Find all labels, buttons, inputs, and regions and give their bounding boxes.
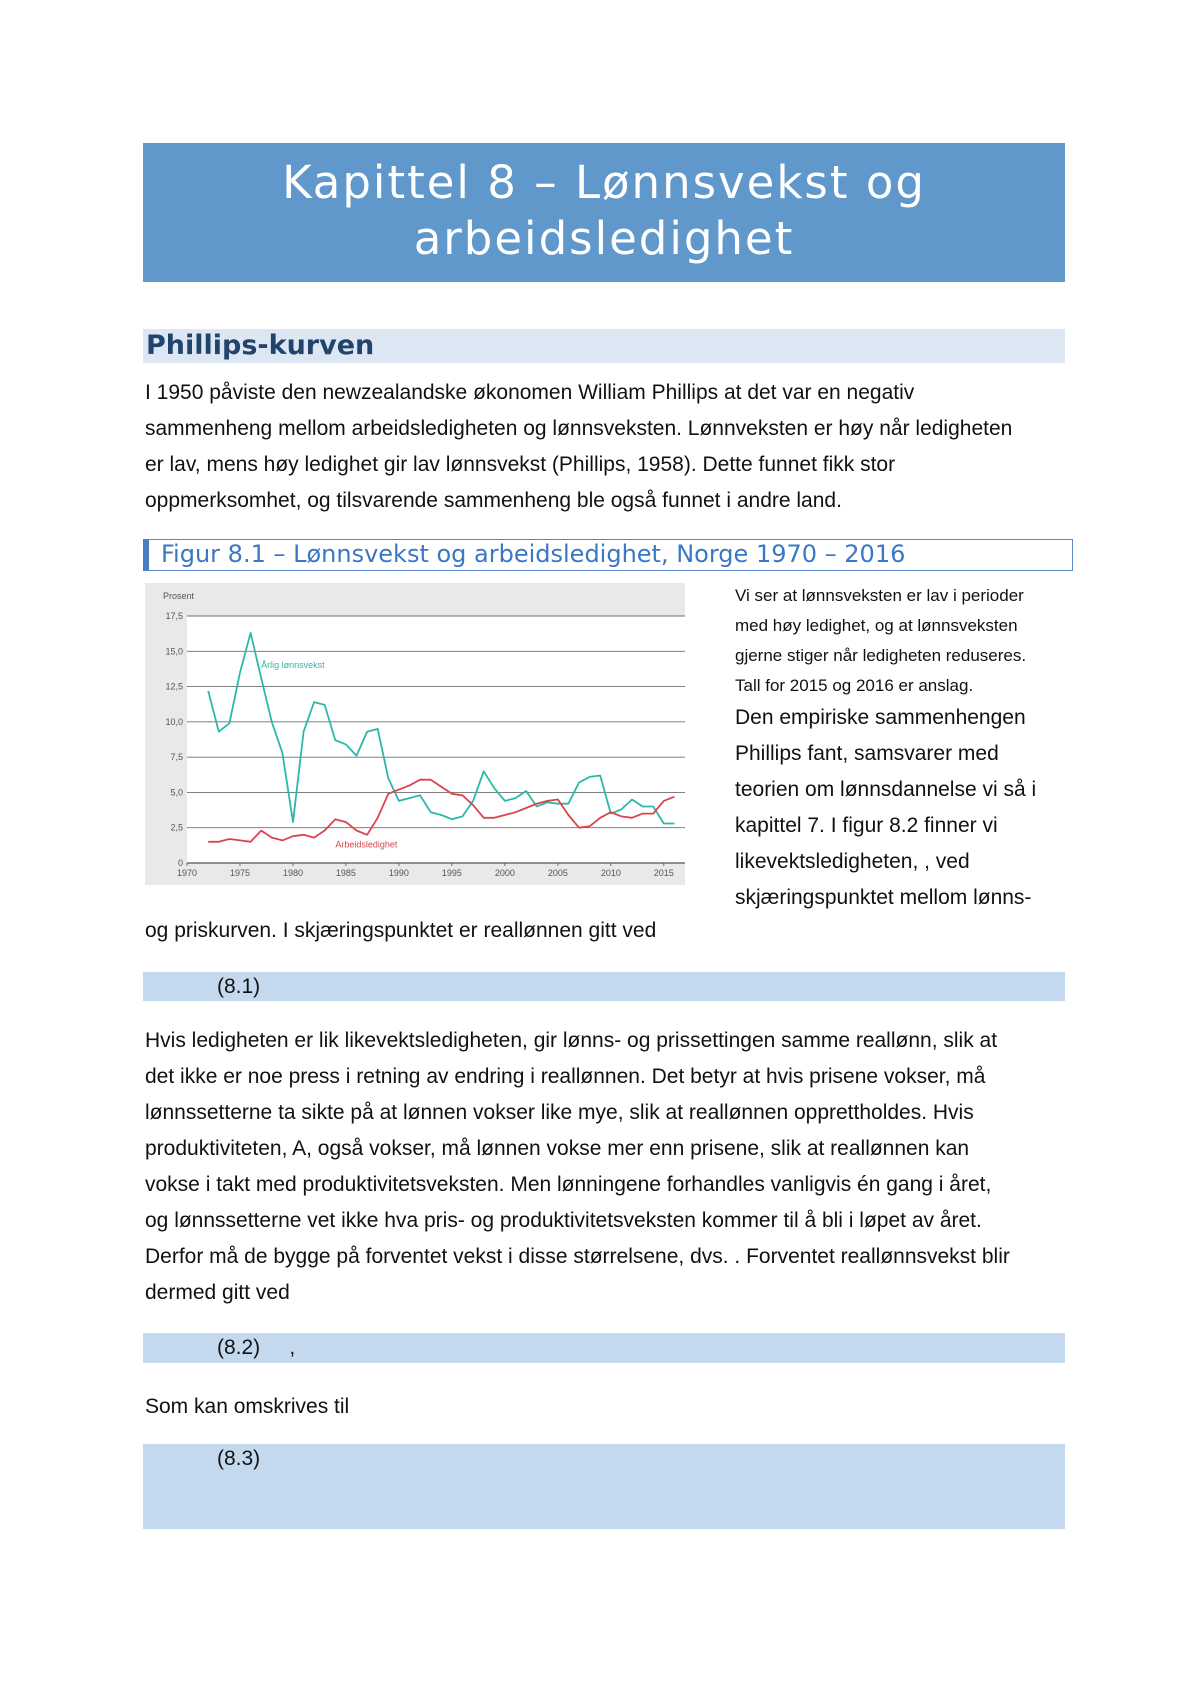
plot-area: [187, 616, 685, 863]
y-axis-label: Prosent: [163, 591, 195, 601]
series-label: Arbeidsledighet: [335, 839, 398, 850]
rewrite-paragraph: [145, 1389, 1070, 1425]
text-line: I 1950 påviste den newzealandske økonomen William Phillips at det var en negativ: [145, 381, 915, 404]
equation-number: (8.3): [217, 1447, 261, 1470]
text-line: det ikke er noe press i retning av endring i reallønnen. Det betyr at hvis prisene vokser, må: [145, 1065, 986, 1088]
x-tick-label: 1980: [282, 868, 303, 878]
y-tick-label: 7,5: [170, 752, 183, 763]
chapter-title-line-2: arbeidsledighet: [413, 212, 795, 265]
text-line: oppmerksomhet, og tilsvarende sammenheng ble også funnet i andre land.: [145, 489, 842, 512]
side-paragraph: [735, 700, 1065, 916]
section-heading: Phillips-kurven: [143, 329, 1065, 363]
equation-number: (8.2) ,: [217, 1336, 296, 1359]
text-line: med høy ledighet, og at lønnsveksten: [735, 616, 1018, 635]
y-tick-label: 12,5: [165, 681, 183, 692]
figure-caption: Figur 8.1 – Lønnsvekst og arbeidsledighet, Norge 1970 – 2016: [143, 539, 1073, 571]
intro-paragraph: [145, 375, 1070, 519]
text-line: likevektsledigheten, , ved: [735, 850, 970, 873]
equation-8-3: [143, 1444, 1065, 1529]
x-tick-label: 2000: [494, 868, 515, 878]
text-line: sammenheng mellom arbeidsledigheten og lønnsveksten. Lønnveksten er høy når ledigheten: [145, 417, 1013, 440]
text-line: Som kan omskrives til: [145, 1395, 350, 1418]
text-line: Vi ser at lønnsveksten er lav i perioder: [735, 586, 1024, 605]
y-tick-label: 10,0: [165, 716, 183, 727]
text-line: og priskurven. I skjæringspunktet er reallønnen gitt ved: [145, 919, 657, 942]
text-line: Derfor må de bygge på forventet vekst i disse størrelsene, dvs. . Forventet reallønnsvekst blir: [145, 1245, 1010, 1268]
text-line: Tall for 2015 og 2016 er anslag.: [735, 676, 974, 695]
text-line: lønnssetterne ta sikte på at lønnen vokser like mye, slik at reallønnen opprettholdes. Hvis: [145, 1101, 974, 1124]
equation-number: (8.1): [217, 975, 261, 998]
x-tick-label: 2010: [600, 868, 621, 878]
text-line: skjæringspunktet mellom lønns-: [735, 886, 1032, 909]
chapter-title-line-1: Kapittel 8 – Lønnsvekst og: [282, 156, 926, 209]
equation-8-2: [143, 1333, 1065, 1363]
text-line: vokse i takt med produktivitetsveksten. Men lønningene forhandles vanligvis én gang i året,: [145, 1173, 992, 1196]
y-tick-label: 0: [177, 858, 183, 868]
x-tick-label: 1990: [388, 868, 409, 878]
x-tick-label: 1995: [441, 868, 462, 878]
text-line: Phillips fant, samsvarer med: [735, 742, 999, 765]
figure-chart: [145, 583, 685, 885]
text-line: teorien om lønnsdannelse vi så i: [735, 778, 1037, 801]
x-tick-label: 1985: [335, 868, 356, 878]
x-tick-label: 1970: [176, 868, 198, 878]
text-line: gjerne stiger når ledigheten reduseres.: [735, 646, 1027, 665]
text-line: Hvis ledigheten er lik likevektsledigheten, gir lønns- og prissettingen samme reallønn, slik at: [145, 1029, 998, 1052]
text-line: produktiviteten, A, også vokser, må lønnen vokse mer enn prisene, slik at reallønnen kan: [145, 1137, 970, 1160]
x-tick-label: 2005: [547, 868, 568, 878]
x-tick-label: 1975: [229, 868, 250, 878]
chapter-title: [143, 143, 1065, 282]
after-figure-paragraph: [145, 913, 1070, 949]
y-tick-label: 15,0: [165, 646, 183, 657]
equation-8-1: [143, 972, 1065, 1001]
figure-note: [735, 581, 1065, 701]
line-chart: [145, 583, 685, 885]
text-line: er lav, mens høy ledighet gir lav lønnsvekst (Phillips, 1958). Dette funnet fikk stor: [145, 453, 896, 476]
body-paragraph: [145, 1023, 1070, 1311]
y-tick-label: 17,5: [165, 611, 183, 621]
text-line: og lønnssetterne vet ikke hva pris- og produktivitetsveksten kommer til å bli i løpet av året.: [145, 1209, 982, 1232]
x-tick-label: 2015: [653, 868, 674, 878]
text-line: Den empiriske sammenhengen: [735, 706, 1026, 729]
y-tick-label: 5,0: [170, 787, 183, 798]
series-label: Årlig lønnsvekst: [261, 660, 325, 671]
text-line: dermed gitt ved: [145, 1281, 290, 1304]
y-tick-label: 2,5: [170, 822, 183, 833]
text-line: kapittel 7. I figur 8.2 finner vi: [735, 814, 998, 837]
